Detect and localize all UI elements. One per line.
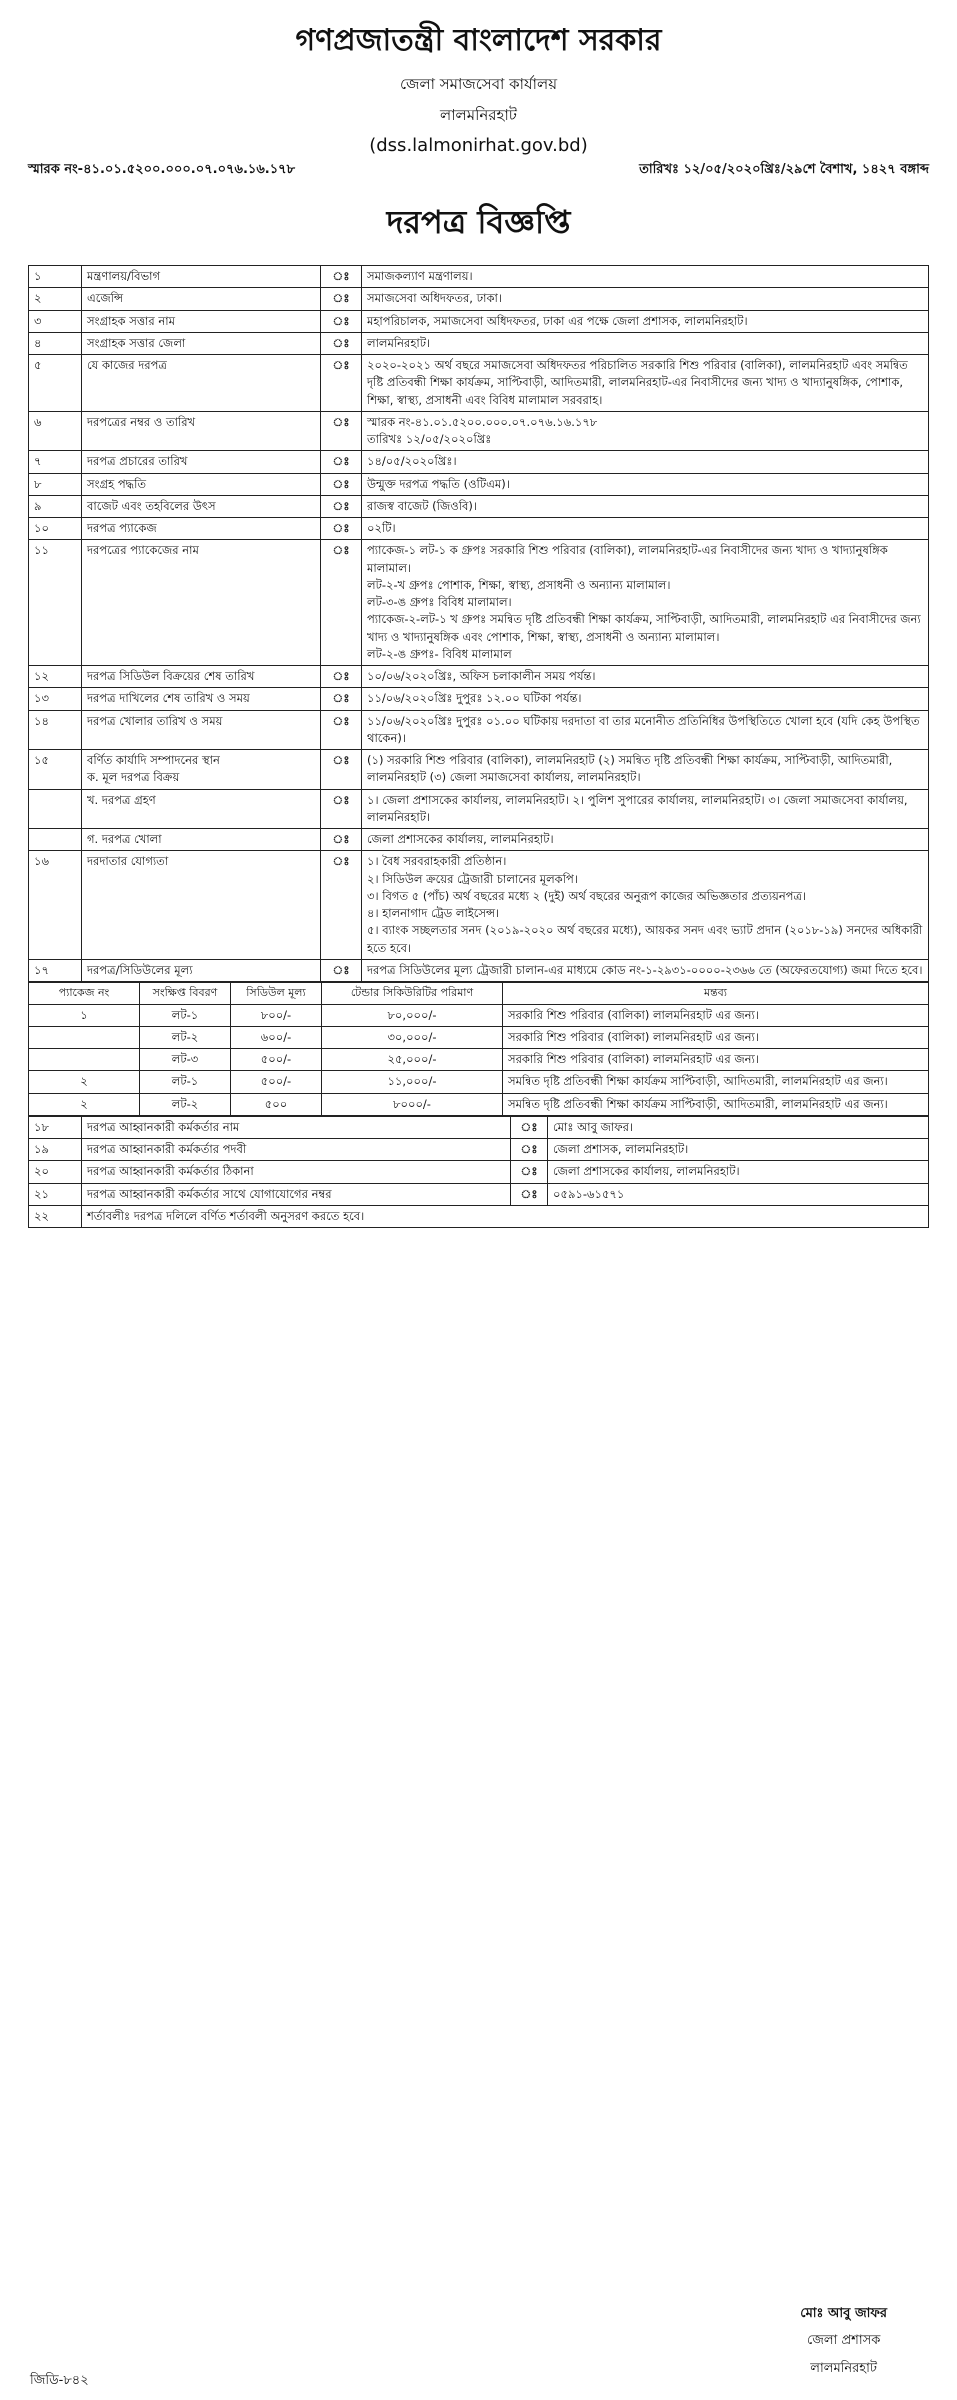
reference-row [28,160,929,181]
header-description: সংক্ষিপ্ত বিবরণ [140,983,231,1005]
package-security: ৩০,০০০/- [322,1026,503,1048]
package-row [29,1093,929,1115]
row-number: ২১ [29,1183,82,1205]
row-label: দরদাতার যোগ্যতা [82,851,321,960]
package-lot: লট-১ [140,1004,231,1026]
row-colon: ঃ [321,789,362,829]
tender-detail-row [29,710,929,750]
tender-detail-row [29,355,929,412]
row-colon: ঃ [321,473,362,495]
package-price: ৫০০ [231,1093,322,1115]
package-remarks: সরকারি শিশু পরিবার (বালিকা) লালমনিরহাট এর জন্য। [503,1049,929,1071]
package-row [29,1004,929,1026]
package-security: ৮০,০০০/- [322,1004,503,1026]
row-value: জেলা প্রশাসকের কার্যালয়, লালমনিরহাট। [362,829,929,851]
notice-header [28,16,929,156]
row-colon: ঃ [511,1139,548,1161]
header-schedule-price: সিডিউল মূল্য [231,983,322,1005]
header-package-no: প্যাকেজ নং [29,983,140,1005]
package-security: ৮০০০/- [322,1093,503,1115]
row-number: ২০ [29,1161,82,1183]
row-colon: ঃ [321,851,362,960]
row-label: দরপত্র আহ্বানকারী কর্মকর্তার ঠিকানা [82,1161,511,1183]
row-value: (১) সরকারি শিশু পরিবার (বালিকা), লালমনিরহাট (২) সমন্বিত দৃষ্টি প্রতিবন্ধী শিক্ষা কার্যক্রম, সাপ্টিবাড়ী, আদিতমারী, লালমনিরহাট (৩) জেলা সমাজসেবা কার্যালয়, লালমনিরহাট। [362,750,929,790]
row-value: জেলা প্রশাসক, লালমনিরহাট। [548,1139,929,1161]
package-security: ১১,০০০/- [322,1071,503,1093]
row-value: রাজস্ব বাজেট (জিওবি)। [362,495,929,517]
package-price: ৬০০/- [231,1026,322,1048]
row-number: ১২ [29,666,82,688]
tender-detail-row [29,451,929,473]
row-number: ১৪ [29,710,82,750]
row-label: দরপত্রের প্যাকেজের নাম [82,540,321,666]
row-colon: ঃ [321,710,362,750]
tender-detail-row [29,332,929,354]
row-colon: ঃ [321,518,362,540]
row-colon: ঃ [321,411,362,451]
tender-detail-row [29,473,929,495]
row-label: দরপত্রের নম্বর ও তারিখ [82,411,321,451]
row-value: ১১/০৬/২০২০খ্রিঃ দুপুরঃ ১২.০০ ঘটিকা পর্যন্ত। [362,688,929,710]
row-colon: ঃ [321,310,362,332]
row-number: ৩ [29,310,82,332]
row-label: দরপত্র আহ্বানকারী কর্মকর্তার নাম [82,1116,511,1138]
row-label: যে কাজের দরপত্র [82,355,321,412]
signature-block [800,2300,887,2382]
row-number: ১ [29,266,82,288]
row-value: ০২টি। [362,518,929,540]
row-value: মোঃ আবু জাফর। [548,1116,929,1138]
package-row [29,1026,929,1048]
row-label: দরপত্র দাখিলের শেষ তারিখ ও সময় [82,688,321,710]
row-number: ৬ [29,411,82,451]
row-value: লালমনিরহাট। [362,332,929,354]
row-value: জেলা প্রশাসকের কার্যালয়, লালমনিরহাট। [548,1161,929,1183]
row-label: দরপত্র খোলার তারিখ ও সময় [82,710,321,750]
row-value: প্যাকেজ-১ লট-১ ক গ্রুপঃ সরকারি শিশু পরিবার (বালিকা), লালমনিরহাট-এর নিবাসীদের জন্য খাদ্য ও খাদ্যানুষঙ্গিক মালামাল। লট-২-খ গ্রুপঃ পোশাক, শিক্ষা, স্বাস্থ্য, প্রসাধনী ও অন্যান্য মালামাল। লট-৩-ঙ গ্রুপঃ বিবিধ মালামাল। প্যাকেজ-২-লট-১ খ গ্রুপঃ সমন্বিত দৃষ্টি প্রতিবন্ধী শিক্ষা কার্যক্রম, সাপ্টিবাড়ী, আদিতমারী, লালমনিরহাট এর নিবাসীদের জন্য খাদ্য ও খাদ্যানুষঙ্গিক এবং পোশাক, শিক্ষা, স্বাস্থ্য, প্রসাধনী ও অন্যান্য মালামাল। লট-২-ঙ গ্রুপঃ- বিবিধ মালামাল [362,540,929,666]
row-value: ১০/০৬/২০২০খ্রিঃ, অফিস চলাকালীন সময় পর্যন্ত। [362,666,929,688]
row-number: ৮ [29,473,82,495]
row-number: ১০ [29,518,82,540]
package-number [29,1049,140,1071]
row-value: ১। জেলা প্রশাসকের কার্যালয়, লালমনিরহাট। ২। পুলিশ সুপারের কার্যালয়, লালমনিরহাট। ৩। জেলা সমাজসেবা কার্যালয়, লালমনিরহাট। [362,789,929,829]
package-row [29,1071,929,1093]
row-number: ২ [29,288,82,310]
row-number: ১৬ [29,851,82,960]
row-label: বর্ণিত কার্যাদি সম্পাদনের স্থান ক. মূল দরপত্র বিক্রয় [82,750,321,790]
tender-detail-row [29,266,929,288]
row-value: ২০২০-২০২১ অর্থ বছরে সমাজসেবা অধিদফতর পরিচালিত সরকারি শিশু পরিবার (বালিকা), লালমনিরহাট এবং সমন্বিত দৃষ্টি প্রতিবন্ধী শিক্ষা কার্যক্রম, সাপ্টিবাড়ী, আদিতমারী, লালমনিরহাট-এর নিবাসীদের জন্য খাদ্য ও খাদ্যানুষঙ্গিক, পোশাক, শিক্ষা, স্বাস্থ্য, প্রসাধনী এবং বিবিধ মালামাল সরবরাহ। [362,355,929,412]
package-price: ৮০০/- [231,1004,322,1026]
tender-detail-row [29,688,929,710]
row-colon: ঃ [321,266,362,288]
package-remarks: সমন্বিত দৃষ্টি প্রতিবন্ধী শিক্ষা কার্যক্রম সাপ্টিবাড়ী, আদিতমারী, লালমনিরহাট এর জন্য। [503,1071,929,1093]
terms-row [29,1205,929,1227]
package-lot: লট-৩ [140,1049,231,1071]
row-number: ১৯ [29,1139,82,1161]
row-colon: ঃ [321,355,362,412]
row-colon: ঃ [321,666,362,688]
package-price: ৫০০/- [231,1049,322,1071]
package-remarks: সরকারি শিশু পরিবার (বালিকা) লালমনিরহাট এর জন্য। [503,1026,929,1048]
tender-detail-row [29,789,929,829]
package-remarks: সমন্বিত দৃষ্টি প্রতিবন্ধী শিক্ষা কার্যক্রম সাপ্টিবাড়ী, আদিতমারী, লালমনিরহাট এর জন্য। [503,1093,929,1115]
package-price: ৫০০/- [231,1071,322,1093]
package-row [29,1049,929,1071]
row-number: ১৭ [29,959,82,981]
row-label: এজেন্সি [82,288,321,310]
row-colon: ঃ [321,495,362,517]
row-label: দরপত্র আহ্বানকারী কর্মকর্তার পদবী [82,1139,511,1161]
row-label: মন্ত্রণালয়/বিভাগ [82,266,321,288]
row-number: ৫ [29,355,82,412]
tender-detail-row [29,851,929,960]
row-label: গ. দরপত্র খোলা [82,829,321,851]
row-label: দরপত্র প্যাকেজ [82,518,321,540]
tender-detail-row [29,518,929,540]
row-number: ১৩ [29,688,82,710]
row-value: উন্মুক্ত দরপত্র পদ্ধতি (ওটিএম)। [362,473,929,495]
header-tender-security: টেন্ডার সিকিউরিটির পরিমাণ [322,983,503,1005]
row-colon: ঃ [321,829,362,851]
row-label: বাজেট এবং তহবিলের উৎস [82,495,321,517]
officer-detail-row [29,1161,929,1183]
package-number [29,1026,140,1048]
row-label: দরপত্র প্রচারের তারিখ [82,451,321,473]
package-security: ২৫,০০০/- [322,1049,503,1071]
row-value: ০৫৯১-৬১৫৭১ [548,1183,929,1205]
row-colon: ঃ [511,1183,548,1205]
row-value: মহাপরিচালক, সমাজসেবা অধিদফতর, ঢাকা এর পক্ষে জেলা প্রশাসক, লালমনিরহাট। [362,310,929,332]
package-number: ১ [29,1004,140,1026]
row-label: খ. দরপত্র গ্রহণ [82,789,321,829]
row-number: ৭ [29,451,82,473]
memo-number: স্মারক নং-৪১.০১.৫২০০.০০০.০৭.০৭৬.১৬.১৭৮ [28,162,296,177]
row-value: ১৪/০৫/২০২০খ্রিঃ। [362,451,929,473]
tender-detail-row [29,666,929,688]
row-colon: ঃ [321,540,362,666]
row-label: দরপত্র/সিডিউলের মূল্য [82,959,321,981]
row-value: ১। বৈধ সরবরাহকারী প্রতিষ্ঠান। ২। সিডিউল ক্রয়ের ট্রেজারী চালানের মূলকপি। ৩। বিগত ৫ (পাঁচ) অর্থ বছরের মধ্যে ২ (দুই) অর্থ বছরের অনুরূপ কাজের অভিজ্ঞতার প্রত্যয়নপত্র। ৪। হালনাগাদ ট্রেড লাইসেন্স। ৫। ব্যাংক সচ্ছলতার সনদ (২০১৯-২০২০ অর্থ বছরের মধ্যে), আয়কর সনদ এবং ভ্যাট প্রদান (২০১৮-১৯) সনদের অধিকারী হতে হবে। [362,851,929,960]
tender-detail-row [29,411,929,451]
package-number: ২ [29,1093,140,1115]
terms-number: ২২ [29,1205,82,1227]
page-title: দরপত্র বিজ্ঞপ্তি [386,203,571,241]
package-table-header [29,983,929,1005]
row-value: স্মারক নং-৪১.০১.৫২০০.০০০.০৭.০৭৬.১৬.১৭৮ তারিখঃ ১২/০৫/২০২০খ্রিঃ [362,411,929,451]
row-colon: ঃ [321,959,362,981]
row-label: সংগ্রহ পদ্ধতি [82,473,321,495]
row-value: সমাজসেবা অধিদফতর, ঢাকা। [362,288,929,310]
signatory-district: লালমনিরহাট [810,2360,877,2376]
row-colon: ঃ [321,750,362,790]
row-number: ১৫ [29,750,82,790]
row-colon: ঃ [511,1161,548,1183]
row-number [29,829,82,851]
row-number: ৯ [29,495,82,517]
row-value: দরপত্র সিডিউলের মূল্য ট্রেজারী চালান-এর মাধ্যমে কোড নং-১-২৯৩১-০০০০-২৩৬৬ তে (অফেরতযোগ্য) জমা দিতে হবে। [362,959,929,981]
tender-detail-row [29,750,929,790]
signatory-name: মোঃ আবু জাফর [800,2306,887,2321]
government-name: গণপ্রজাতন্ত্রী বাংলাদেশ সরকার [295,23,662,58]
signatory-designation: জেলা প্রশাসক [806,2333,881,2349]
row-colon: ঃ [511,1116,548,1138]
package-lot: লট-২ [140,1093,231,1115]
officer-detail-row [29,1183,929,1205]
package-remarks: সরকারি শিশু পরিবার (বালিকা) লালমনিরহাট এর জন্য। [503,1004,929,1026]
row-number: ১৮ [29,1116,82,1138]
row-value: ১১/০৬/২০২০খ্রিঃ দুপুরঃ ০১.০০ ঘটিকায় দরদাতা বা তার মনোনীত প্রতিনিধির উপস্থিতিতে খোলা হবে (যদি কেহ উপস্থিত থাকেন)। [362,710,929,750]
package-lot: লট-২ [140,1026,231,1048]
tender-detail-row [29,310,929,332]
notice-code: জিডি-৮৪২ [30,2373,89,2388]
district-name: লালমনিরহাট [440,106,517,124]
website-link[interactable]: (dss.lalmonirhat.gov.bd) [369,135,588,156]
package-number: ২ [29,1071,140,1093]
officer-detail-row [29,1116,929,1138]
row-colon: ঃ [321,332,362,354]
tender-detail-row [29,959,929,981]
row-number: ১১ [29,540,82,666]
package-lot: লট-১ [140,1071,231,1093]
officer-table [28,1116,929,1228]
row-value: সমাজকল্যাণ মন্ত্রণালয়। [362,266,929,288]
tender-detail-row [29,495,929,517]
package-table [28,982,929,1116]
row-number [29,789,82,829]
row-colon: ঃ [321,288,362,310]
terms-text: শর্তাবলীঃ দরপত্র দলিলে বর্ণিত শর্তাবলী অনুসরণ করতে হবে। [82,1205,929,1227]
row-label: দরপত্র সিডিউল বিক্রয়ের শেষ তারিখ [82,666,321,688]
row-number: ৪ [29,332,82,354]
row-label: দরপত্র আহ্বানকারী কর্মকর্তার সাথে যোগাযোগের নম্বর [82,1183,511,1205]
tender-details-table [28,265,929,982]
memo-date: তারিখঃ ১২/০৫/২০২০খ্রিঃ/২৯শে বৈশাখ, ১৪২৭ বঙ্গাব্দ [639,162,929,177]
row-label: সংগ্রাহক সত্তার জেলা [82,332,321,354]
row-label: সংগ্রাহক সত্তার নাম [82,310,321,332]
office-name: জেলা সমাজসেবা কার্যালয় [399,75,558,93]
tender-detail-row [29,540,929,666]
row-colon: ঃ [321,688,362,710]
tender-detail-row [29,829,929,851]
row-colon: ঃ [321,451,362,473]
header-remarks: মন্তব্য [503,983,929,1005]
tender-detail-row [29,288,929,310]
officer-detail-row [29,1139,929,1161]
